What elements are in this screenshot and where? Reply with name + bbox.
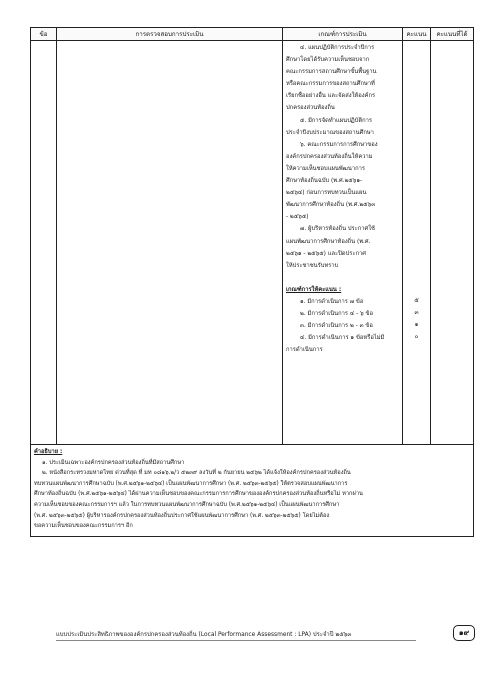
note-line: ๒. หนังสือกระทรวงมหาดไทย ด่วนที่สุด ที่ มท ๐๘๑๖.๒/ว ๕๒๓๙ ลงวันที่ ๒ กันยายน ๒๕๖๒ ได้แจ้งให้องค์กรปกครองส่วนท้องถิ่น [42,470,351,477]
table-header-row [31,28,474,41]
criteria-line: ศึกษาโดยได้รับความเห็นชอบจาก [286,57,370,64]
criteria-line: เรียกชื่ออย่างอื่น และจัดส่งให้องค์กร [286,93,376,100]
scoring-line: ๑. มีการดำเนินการ ๗ ข้อ [300,298,364,305]
criteria-line: ๔. แผนปฏิบัติการประจำปีการ [300,45,375,51]
scoring-title: เกณฑ์การให้คะแนน : [286,286,342,293]
criteria-line: องค์กรปกครองส่วนท้องถิ่นให้ความ [286,153,373,160]
note-line: (พ.ศ. ๒๕๖๓-๒๕๖๕) ผู้บริหารองค์กรปกครองส่วนท้องถิ่นประกาศใช้แผนพัฒนาการศึกษา (พ.ศ. ๒๕๖๓-๒๕๖๕) โดยไม่ต้อง [34,512,330,519]
header-score: คะแนน [403,28,431,41]
score-value: ๓ [414,309,419,317]
note-line: ขอความเห็นชอบของคณะกรรมการฯ อีก [34,523,133,530]
score-value: ๑ [414,321,419,329]
criteria-cell [283,41,403,445]
check-cell [57,41,283,445]
criteria-line: ศึกษาท้องถิ่นฉบับ (พ.ศ.๒๕๖๑- [286,178,363,185]
footer-text: แบบประเมินประสิทธิภาพขององค์กรปกครองส่วนท้องถิ่น (Local Performance Assessment : LPA) ประจำปี ๒๕๖๓ [56,632,352,638]
header-no: ข้อ [31,28,57,41]
criteria-line: ๗. ผู้บริหารท้องถิ่น ประกาศใช้ [300,226,375,233]
note-line: ทบทวนแผนพัฒนาการศึกษาฉบับ (พ.ศ.๒๕๖๑-๒๕๖๔) เป็นแผนพัฒนาการศึกษา (พ.ศ. ๒๕๖๓-๒๕๖๕) ให้ตรวจสอบแผนพัฒนาการ [34,480,348,487]
got-cell [431,41,474,445]
scoring-line: ๒. มีการดำเนินการ ๔ - ๖ ข้อ [300,310,373,317]
criteria-line: ๕. มีการจัดทำแผนปฏิบัติการ [300,117,372,124]
page-number: ๑๙ [453,625,475,641]
score-cell [403,41,431,445]
spacer [286,272,399,284]
criteria-line: ๒๕๖๑ - ๒๕๖๕) และปิดประกาศ [286,250,366,257]
note-line: ความเห็นชอบของคณะกรรมการฯ แล้ว ในการทบทวนแผนพัฒนาการศึกษาฉบับ (พ.ศ.๒๕๖๑-๒๕๖๔) เป็นแผนพัฒนาการศึกษา [34,501,340,508]
criteria-line: ๖. คณะกรรมการการศึกษาของ [300,141,378,148]
criteria-line: ประจำปีงบประมาณของสถานศึกษา [286,129,374,136]
notes-title: คำอธิบาย : [34,449,63,455]
footer-divider [56,640,416,641]
no-cell [31,41,57,445]
criteria-line: คณะกรรมการสถานศึกษาขั้นพื้นฐาน [286,69,377,76]
note-line: ศึกษาท้องถิ่นฉบับ (พ.ศ.๒๕๖๑-๒๕๖๔) ได้ผ่านความเห็นชอบของคณะกรรมการการศึกษาขององค์กรปกครองส่วนท้องถิ่นหรือไม่ หากผ่าน [34,491,363,498]
criteria-line: ให้ประชาชนรับทราบ [286,262,339,269]
criteria-line: พัฒนาการศึกษาท้องถิ่น (พ.ศ.๒๕๖๓ [286,202,376,209]
scoring-line: การดำเนินการ [286,347,323,354]
header-got: คะแนนที่ได้ [431,28,474,41]
criteria-line: แผนพัฒนาการศึกษาท้องถิ่น (พ.ศ. [286,238,371,245]
table-body-row [31,41,474,445]
criteria-line: ปกครองส่วนท้องถิ่น [286,105,335,112]
criteria-line: - ๒๕๖๕) [286,214,309,221]
header-check: การตรวจสอบการประเมิน [57,28,283,41]
assessment-table [30,27,474,537]
score-value: ๐ [414,333,419,341]
scoring-line: ๓. มีการดำเนินการ ๒ - ๓ ข้อ [300,323,373,330]
criteria-line: ให้ความเห็นชอบแผนพัฒนาการ [286,165,365,172]
notes-cell [31,445,474,537]
score-value: ๕ [414,297,419,304]
header-criteria: เกณฑ์การประเมิน [283,28,403,41]
note-line: ๑. ประเมินเฉพาะองค์กรปกครองส่วนท้องถิ่นที่มีสถานศึกษา [42,459,185,466]
page-footer [56,625,476,645]
criteria-line: ๒๕๖๔) ก่อนการทบทวนเป็นแผน [286,190,367,197]
notes-row [31,445,474,537]
scoring-line: ๔. มีการดำเนินการ ๑ ข้อหรือไม่มี [300,335,385,342]
criteria-line: หรือคณะกรรมการของสถานศึกษาที่ [286,81,375,88]
